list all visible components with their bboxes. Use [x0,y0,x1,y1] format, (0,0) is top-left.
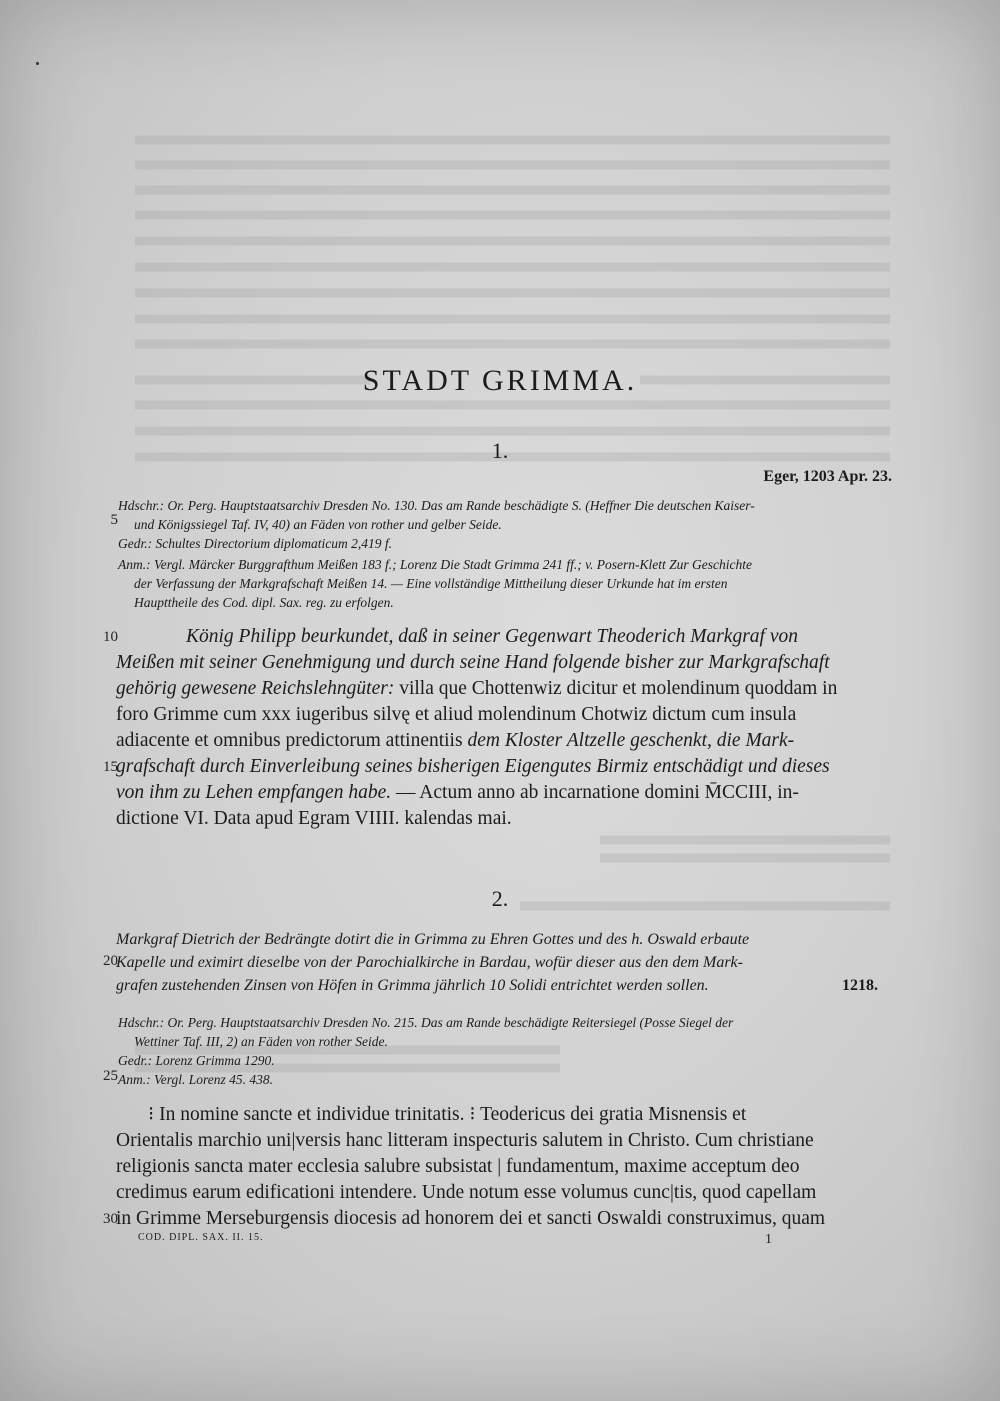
body-line: ⁝ In nomine sancte et individue trinitatis. ⁝ Teodericus dei gratia Misnensis et [148,1104,747,1125]
body-line: religionis sancta mater ecclesia salubre subsistat | fundamentum, maxime acceptum deo [116,1156,800,1177]
regest-year: 1218. [842,977,878,994]
body-line: von ihm zu Lehen empfangen habe. — Actum anno ab incarnatione domini M̄CCIII, in- [116,782,799,803]
apparatus-line: der Verfassung der Markgrafschaft Meißen 14. — Eine vollständige Mittheilung dieser Urkunde hat im ersten [134,576,728,591]
line-number: 5 [110,512,118,528]
body-line: grafschaft durch Einverleibung seines bisherigen Eigengutes Birmiz entschädigt und dieses [116,756,830,777]
apparatus-line: Haupttheile des Cod. dipl. Sax. reg. zu erfolgen. [134,595,394,610]
regest-line: grafen zustehenden Zinsen von Höfen in Grimma jährlich 10 Solidi entrichtet werden sollen. [116,977,709,994]
apparatus-line: Anm.: Vergl. Märcker Burggrafthum Meißen 183 f.; Lorenz Die Stadt Grimma 241 ff.; v. Posern-Klett Zur Geschichte [118,557,753,572]
apparatus-line: und Königssiegel Taf. IV, 40) an Fäden von rother und gelber Seide. [134,517,502,532]
body-line: in Grimme Merseburgensis diocesis ad honorem dei et sancti Oswaldi construximus, quam [116,1208,826,1229]
line-number: 15 [103,759,118,775]
apparatus-line: Gedr.: Schultes Directorium diplomaticum 2,419 f. [118,536,392,551]
body-line: Meißen mit seiner Genehmigung und durch seine Hand folgende bisher zur Markgrafschaft [116,652,830,673]
line-number: 10 [103,629,118,645]
apparatus-line: Hdschr.: Or. Perg. Hauptstaatsarchiv Dresden No. 130. Das am Rande beschädigte S. (Heffner Die deutschen Kaiser- [118,498,755,513]
body-line: dictione VI. Data apud Egram VIIII. kalendas mai. [116,808,512,829]
apparatus-line: Hdschr.: Or. Perg. Hauptstaatsarchiv Dresden No. 215. Das am Rande beschädigte Reitersiegel (Posse Siegel der [118,1015,734,1030]
line-number: 30 [103,1211,118,1227]
page-title: STADT GRIMMA. [362,364,638,397]
line-number: 20 [103,953,118,969]
regest-line: Markgraf Dietrich der Bedrängte dotirt die in Grimma zu Ehren Gottes und des h. Oswald erbaute [116,931,750,948]
body-line: König Philipp beurkundet, daß in seiner Gegenwart Theoderich Markgraf von [186,626,799,647]
apparatus-line: Wettiner Taf. III, 2) an Fäden von rother Seide. [134,1034,388,1049]
regest-line: Kapelle und eximirt dieselbe von der Parochialkirche in Bardau, wofür dieser aus den dem Mark- [116,954,743,971]
apparatus-line: Anm.: Vergl. Lorenz 45. 438. [118,1072,273,1087]
apparatus-line: Gedr.: Lorenz Grimma 1290. [118,1053,275,1068]
body-line: adiacente et omnibus predictorum attinentiis dem Kloster Altzelle geschenkt, die Mark- [116,730,795,751]
page-number: 1 [765,1232,772,1247]
body-line: credimus earum edificationi intendere. Unde notum esse volumus cunc|tis, quod capellam [116,1182,817,1203]
document-number: 1. [491,438,509,463]
line-number: 25 [103,1068,118,1084]
document-number: 2. [491,886,509,911]
body-line: foro Grimme cum xxx iugeribus silvę et aliud molendinum Chotwiz dictum cum insula [116,704,797,725]
dateline: Eger, 1203 Apr. 23. [763,468,892,485]
footer-signature: COD. DIPL. SAX. II. 15. [138,1232,264,1243]
body-line: gehörig gewesene Reichslehngüter: villa que Chottenwiz dicitur et molendinum quoddam in [116,678,838,699]
body-line: Orientalis marchio uni|versis hanc litteram inspecturis salutem in Christo. Cum christiane [116,1130,814,1151]
